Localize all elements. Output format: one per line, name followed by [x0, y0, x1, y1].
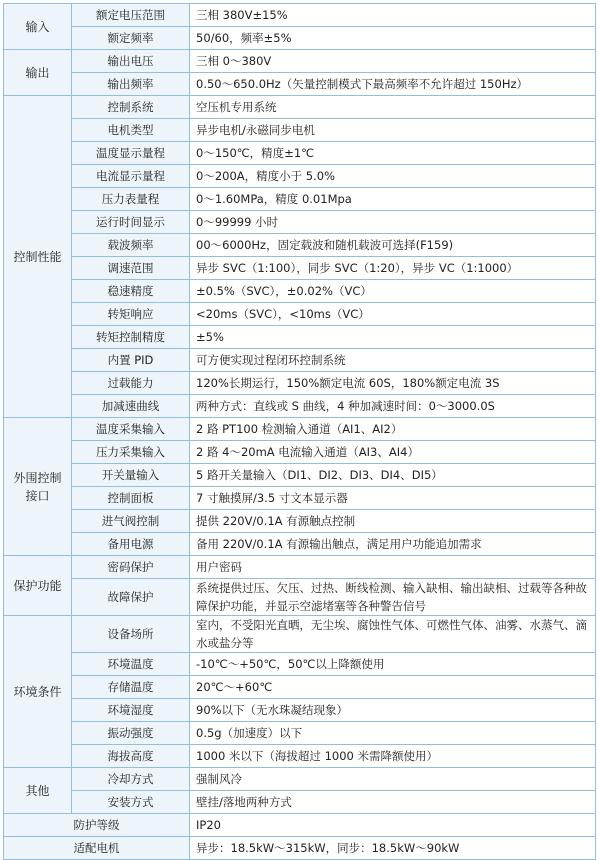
spec-value-cell: -10℃～+50℃，50℃以上降额使用 [190, 653, 596, 676]
spec-item-cell: 控制面板 [72, 487, 190, 510]
spec-value-cell: 备用 220V/0.1A 有源输出触点，满足用户功能追加需求 [190, 533, 596, 556]
spec-item-cell: 压力采集输入 [72, 441, 190, 464]
spec-value-cell: ±0.5%（SVC），±0.02%（VC） [190, 280, 596, 303]
spec-item-cell: 额定电压范围 [72, 4, 190, 27]
spec-item-cell: 稳速精度 [72, 280, 190, 303]
spec-item-cell: 转矩响应 [72, 303, 190, 326]
spec-value-cell: 5 路开关量输入（DI1、DI2、DI3、DI4、DI5） [190, 464, 596, 487]
spec-item-cell: 设备场所 [72, 616, 190, 653]
spec-item-cell: 转矩控制精度 [72, 326, 190, 349]
table-row [4, 4, 596, 27]
table-row [4, 96, 596, 119]
spec-value-cell: 三相 0～380V [190, 50, 596, 73]
table-row [4, 27, 596, 50]
spec-value-cell: 2 路 PT100 检测输入通道（AI1、AI2） [190, 418, 596, 441]
spec-item-cell: 内置 PID [72, 349, 190, 372]
spec-value-cell: 0～150℃，精度±1℃ [190, 142, 596, 165]
category-cell: 输入 [4, 4, 72, 50]
spec-value-cell: 强制风冷 [190, 768, 596, 791]
spec-value-cell: 异步电机/永磁同步电机 [190, 119, 596, 142]
table-row [4, 326, 596, 349]
spec-item-cell: 开关量输入 [72, 464, 190, 487]
category-cell: 控制性能 [4, 96, 72, 418]
spec-item-cell: 备用电源 [72, 533, 190, 556]
table-row [4, 211, 596, 234]
spec-value-cell: 空压机专用系统 [190, 96, 596, 119]
table-row [4, 165, 596, 188]
spec-value-cell: 20℃～+60℃ [190, 676, 596, 699]
table-row [4, 418, 596, 441]
spec-value-cell: 三相 380V±15% [190, 4, 596, 27]
spec-item-cell: 压力表量程 [72, 188, 190, 211]
table-row [4, 653, 596, 676]
spec-item-cell: 输出电压 [72, 50, 190, 73]
spec-item-cell: 电机类型 [72, 119, 190, 142]
spec-value-cell: IP20 [190, 814, 596, 837]
table-row [4, 722, 596, 745]
table-row [4, 676, 596, 699]
spec-item-cell: 环境温度 [72, 653, 190, 676]
table-row [4, 349, 596, 372]
spec-item-cell: 密码保护 [72, 556, 190, 579]
spec-value-cell: 用户密码 [190, 556, 596, 579]
spec-value-cell: 1000 米以下（海拔超过 1000 米需降额使用） [190, 745, 596, 768]
spec-item-cell: 故障保护 [72, 579, 190, 616]
spec-item-cell: 防护等级 [4, 814, 190, 837]
table-row [4, 50, 596, 73]
category-cell: 其他 [4, 768, 72, 814]
spec-value-cell: 50/60，频率±5% [190, 27, 596, 50]
table-row [4, 510, 596, 533]
spec-item-cell: 载波频率 [72, 234, 190, 257]
table-row [4, 142, 596, 165]
table-row [4, 745, 596, 768]
spec-item-cell: 温度显示量程 [72, 142, 190, 165]
spec-item-cell: 输出频率 [72, 73, 190, 96]
spec-item-cell: 进气阀控制 [72, 510, 190, 533]
spec-value-cell: <20ms（SVC），<10ms（VC） [190, 303, 596, 326]
spec-table [3, 3, 596, 860]
table-row [4, 791, 596, 814]
spec-value-cell: 0～99999 小时 [190, 211, 596, 234]
spec-item-cell: 安装方式 [72, 791, 190, 814]
spec-item-cell: 振动强度 [72, 722, 190, 745]
spec-value-cell: 可方便实现过程闭环控制系统 [190, 349, 596, 372]
spec-item-cell: 运行时间显示 [72, 211, 190, 234]
spec-value-cell: 系统提供过压、欠压、过热、断线检测、输入缺相、输出缺相、过载等各种故障保护功能，并显示空滤堵塞等各种警告信号 [190, 579, 596, 616]
table-row [4, 579, 596, 616]
table-row [4, 814, 596, 837]
spec-table-body [4, 4, 596, 860]
table-row [4, 73, 596, 96]
table-row [4, 533, 596, 556]
spec-value-cell: 0～1.60MPa，精度 0.01Mpa [190, 188, 596, 211]
spec-value-cell: ±5% [190, 326, 596, 349]
spec-value-cell: 7 寸触摸屏/3.5 寸文本显示器 [190, 487, 596, 510]
spec-item-cell: 加减速曲线 [72, 395, 190, 418]
spec-item-cell: 调速范围 [72, 257, 190, 280]
spec-item-cell: 控制系统 [72, 96, 190, 119]
table-row [4, 303, 596, 326]
spec-value-cell: 0～200A，精度小于 5.0% [190, 165, 596, 188]
table-row [4, 556, 596, 579]
table-row [4, 188, 596, 211]
spec-item-cell: 额定频率 [72, 27, 190, 50]
spec-value-cell: 120%长期运行，150%额定电流 60S，180%额定电流 3S [190, 372, 596, 395]
table-row [4, 119, 596, 142]
spec-value-cell: 异步 SVC（1:100），同步 SVC（1:20），异步 VC（1:1000） [190, 257, 596, 280]
spec-value-cell: 0.5g（加速度）以下 [190, 722, 596, 745]
table-row [4, 487, 596, 510]
spec-value-cell: 0.50～650.0Hz（矢量控制模式下最高频率不允许超过 150Hz） [190, 73, 596, 96]
table-row [4, 837, 596, 860]
table-row [4, 234, 596, 257]
table-row [4, 616, 596, 653]
category-cell: 输出 [4, 50, 72, 96]
spec-value-cell: 壁挂/落地两种方式 [190, 791, 596, 814]
table-row [4, 464, 596, 487]
spec-item-cell: 环境湿度 [72, 699, 190, 722]
spec-item-cell: 过载能力 [72, 372, 190, 395]
spec-value-cell: 两种方式：直线或 S 曲线，4 种加减速时间：0～3000.0S [190, 395, 596, 418]
table-row [4, 395, 596, 418]
table-row [4, 280, 596, 303]
spec-value-cell: 2 路 4～20mA 电流输入通道（AI3、AI4） [190, 441, 596, 464]
spec-item-cell: 海拔高度 [72, 745, 190, 768]
spec-value-cell: 异步：18.5kW～315kW，同步：18.5kW～90kW [190, 837, 596, 860]
table-row [4, 768, 596, 791]
category-cell: 保护功能 [4, 556, 72, 616]
table-row [4, 257, 596, 280]
spec-value-cell: 提供 220V/0.1A 有源触点控制 [190, 510, 596, 533]
spec-value-cell: 室内，不受阳光直晒，无尘埃、腐蚀性气体、可燃性气体、油雾、水蒸气、滴水或盐分等 [190, 616, 596, 653]
table-row [4, 699, 596, 722]
spec-item-cell: 适配电机 [4, 837, 190, 860]
table-row [4, 441, 596, 464]
spec-item-cell: 温度采集输入 [72, 418, 190, 441]
spec-item-cell: 存储温度 [72, 676, 190, 699]
spec-item-cell: 电流显示量程 [72, 165, 190, 188]
spec-item-cell: 冷却方式 [72, 768, 190, 791]
table-row [4, 372, 596, 395]
spec-value-cell: 90%以下（无水珠凝结现象） [190, 699, 596, 722]
spec-value-cell: 00～6000Hz，固定载波和随机载波可选择(F159) [190, 234, 596, 257]
category-cell: 外围控制接口 [4, 418, 72, 556]
category-cell: 环境条件 [4, 616, 72, 768]
